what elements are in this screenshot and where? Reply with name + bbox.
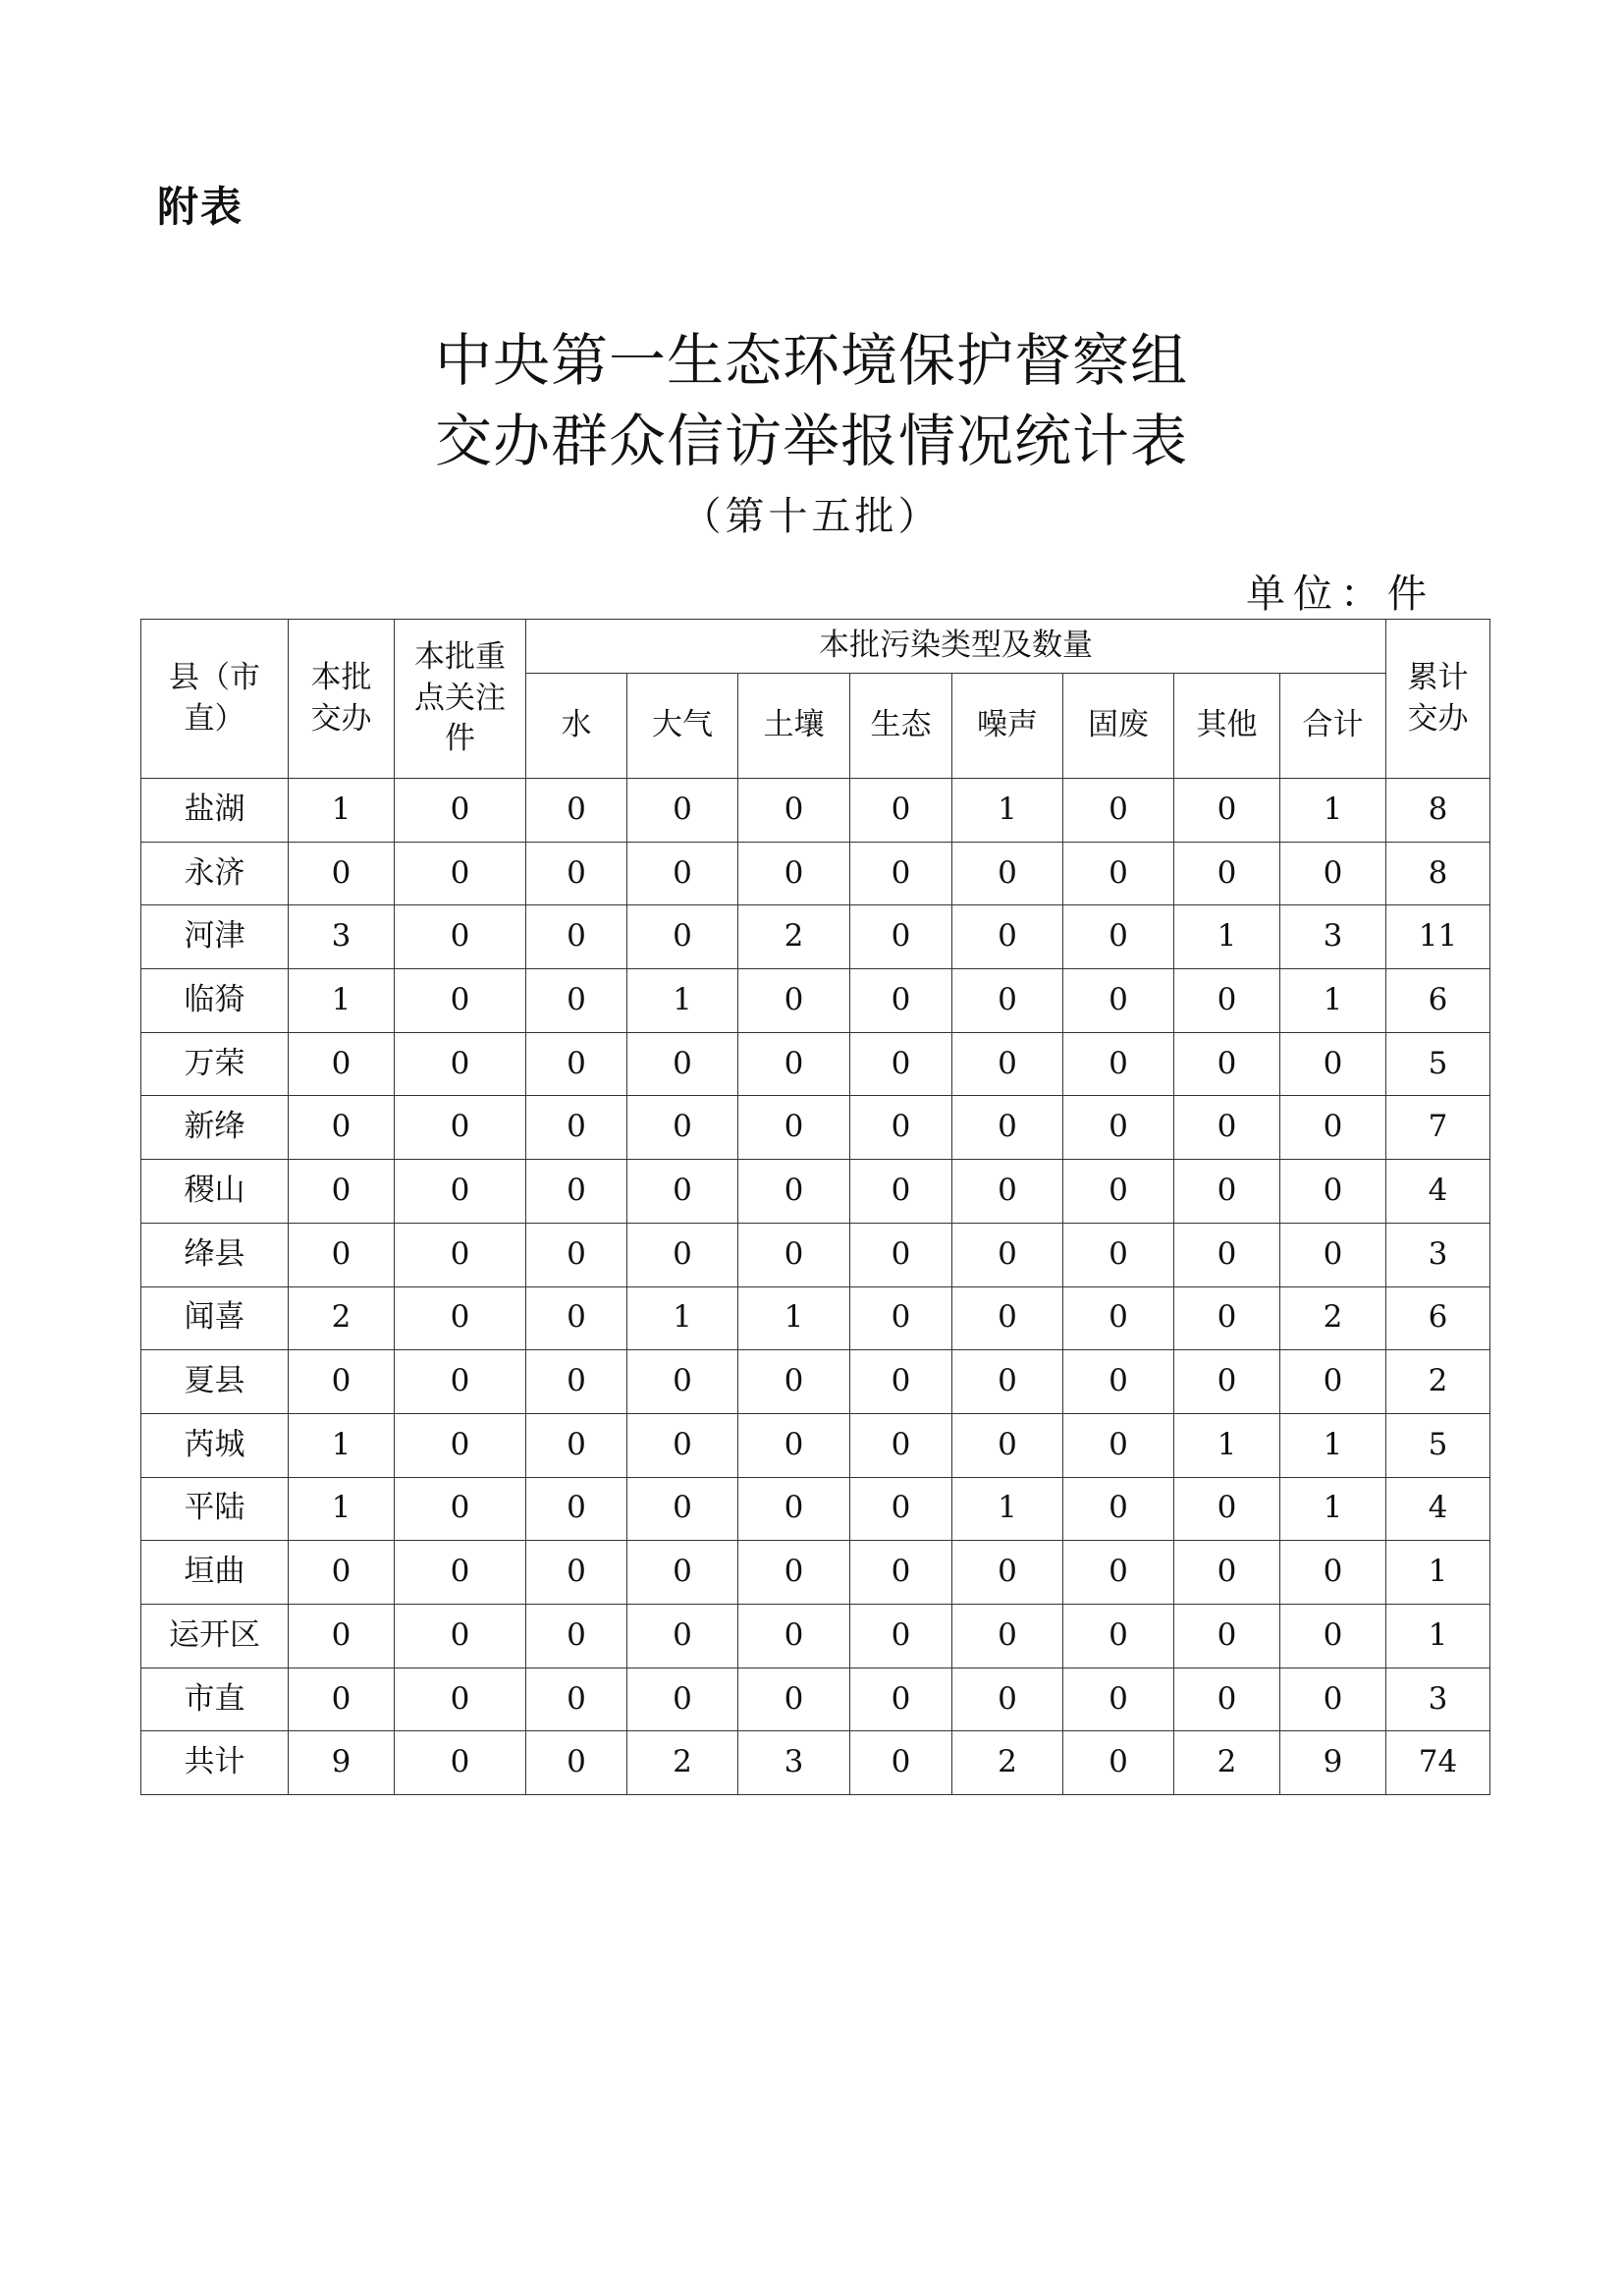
value-cell: 0	[952, 1223, 1063, 1286]
value-cell: 0	[627, 842, 738, 905]
value-cell: 0	[627, 1350, 738, 1414]
header-batch-assigned	[289, 620, 395, 779]
value-cell: 0	[526, 1413, 627, 1477]
value-cell: 0	[952, 842, 1063, 905]
table-row	[141, 1604, 1490, 1667]
value-cell: 0	[738, 1350, 850, 1414]
value-cell: 0	[850, 1350, 952, 1414]
value-cell: 1	[1386, 1541, 1490, 1605]
value-cell: 0	[526, 969, 627, 1033]
table-row	[141, 1541, 1490, 1605]
value-cell: 0	[526, 1096, 627, 1160]
value-cell: 0	[289, 1223, 395, 1286]
header-county	[141, 620, 289, 779]
value-cell: 0	[738, 969, 850, 1033]
value-cell: 0	[1063, 969, 1174, 1033]
value-cell: 1	[1280, 779, 1386, 843]
county-name-cell: 临猗	[141, 969, 289, 1033]
value-cell: 0	[1174, 779, 1280, 843]
table-row	[141, 1477, 1490, 1541]
value-cell: 0	[627, 1541, 738, 1605]
value-cell: 0	[526, 1223, 627, 1286]
value-cell: 0	[1280, 842, 1386, 905]
table-row	[141, 1350, 1490, 1414]
table-row	[141, 842, 1490, 905]
value-cell: 8	[1386, 779, 1490, 843]
value-cell: 0	[1174, 1223, 1280, 1286]
value-cell: 0	[1063, 1413, 1174, 1477]
value-cell: 0	[395, 1667, 526, 1731]
table-row	[141, 779, 1490, 843]
value-cell: 0	[1174, 969, 1280, 1033]
value-cell: 0	[850, 905, 952, 969]
value-cell: 2	[1174, 1731, 1280, 1795]
value-cell: 0	[289, 1096, 395, 1160]
value-cell: 0	[289, 842, 395, 905]
county-name-cell: 闻喜	[141, 1286, 289, 1350]
header-type-noise: 噪声	[952, 674, 1063, 779]
value-cell: 0	[952, 1350, 1063, 1414]
value-cell: 0	[395, 1096, 526, 1160]
value-cell: 8	[1386, 842, 1490, 905]
header-batch-assigned-label: 本批交办	[310, 659, 372, 737]
value-cell: 0	[395, 1350, 526, 1414]
value-cell: 0	[395, 1604, 526, 1667]
value-cell: 0	[850, 969, 952, 1033]
header-county-label: 县（市直）	[168, 659, 260, 737]
value-cell: 0	[526, 1541, 627, 1605]
value-cell: 0	[1063, 1541, 1174, 1605]
value-cell: 1	[1174, 905, 1280, 969]
value-cell: 1	[1386, 1604, 1490, 1667]
table-row	[141, 1032, 1490, 1096]
value-cell: 0	[850, 1541, 952, 1605]
table-row	[141, 1667, 1490, 1731]
value-cell: 0	[627, 1160, 738, 1224]
table-row	[141, 1413, 1490, 1477]
header-cumulative	[1386, 620, 1490, 779]
county-name-cell: 新绛	[141, 1096, 289, 1160]
value-cell: 0	[952, 905, 1063, 969]
value-cell: 0	[526, 842, 627, 905]
value-cell: 0	[1174, 1667, 1280, 1731]
value-cell: 0	[627, 779, 738, 843]
page-title-line2: 交办群众信访举报情况统计表	[434, 408, 1188, 474]
value-cell: 0	[1063, 1604, 1174, 1667]
value-cell: 0	[1174, 1286, 1280, 1350]
value-cell: 0	[1280, 1604, 1386, 1667]
value-cell: 0	[289, 1160, 395, 1224]
header-pollution-group: 本批污染类型及数量	[526, 620, 1386, 674]
value-cell: 0	[738, 1032, 850, 1096]
value-cell: 0	[627, 905, 738, 969]
value-cell: 0	[738, 1477, 850, 1541]
value-cell: 0	[1174, 1541, 1280, 1605]
header-key-focus	[395, 620, 526, 779]
value-cell: 0	[1063, 1160, 1174, 1224]
value-cell: 0	[627, 1413, 738, 1477]
value-cell: 0	[526, 905, 627, 969]
unit-label: 单位：件	[1246, 572, 1434, 617]
county-name-cell: 垣曲	[141, 1541, 289, 1605]
value-cell: 0	[627, 1032, 738, 1096]
header-type-air: 大气	[627, 674, 738, 779]
value-cell: 1	[289, 779, 395, 843]
value-cell: 0	[395, 969, 526, 1033]
value-cell: 0	[738, 1413, 850, 1477]
county-name-cell: 万荣	[141, 1032, 289, 1096]
value-cell: 0	[1174, 1604, 1280, 1667]
value-cell: 0	[395, 1541, 526, 1605]
value-cell: 0	[395, 1731, 526, 1795]
header-type-solid-waste: 固废	[1063, 674, 1174, 779]
value-cell: 1	[289, 1477, 395, 1541]
value-cell: 0	[952, 1604, 1063, 1667]
value-cell: 0	[627, 1667, 738, 1731]
value-cell: 0	[952, 1160, 1063, 1224]
table-row	[141, 1160, 1490, 1224]
value-cell: 0	[952, 1286, 1063, 1350]
value-cell: 0	[395, 779, 526, 843]
value-cell: 1	[289, 1413, 395, 1477]
batch-subtitle: （第十五批）	[681, 494, 942, 539]
value-cell: 0	[395, 1032, 526, 1096]
statistics-table	[140, 619, 1490, 1795]
value-cell: 1	[952, 779, 1063, 843]
value-cell: 0	[738, 779, 850, 843]
value-cell: 0	[952, 1541, 1063, 1605]
value-cell: 0	[738, 1541, 850, 1605]
county-name-cell: 运开区	[141, 1604, 289, 1667]
value-cell: 0	[1174, 1032, 1280, 1096]
value-cell: 5	[1386, 1032, 1490, 1096]
value-cell: 2	[952, 1731, 1063, 1795]
value-cell: 74	[1386, 1731, 1490, 1795]
county-name-cell: 芮城	[141, 1413, 289, 1477]
value-cell: 1	[289, 969, 395, 1033]
header-cumulative-label: 累计交办	[1407, 659, 1469, 737]
value-cell: 0	[395, 905, 526, 969]
value-cell: 1	[1280, 969, 1386, 1033]
value-cell: 0	[952, 1667, 1063, 1731]
value-cell: 0	[395, 1413, 526, 1477]
county-name-cell: 夏县	[141, 1350, 289, 1414]
header-type-soil: 土壤	[738, 674, 850, 779]
value-cell: 0	[627, 1096, 738, 1160]
county-name-cell: 河津	[141, 905, 289, 969]
value-cell: 11	[1386, 905, 1490, 969]
value-cell: 1	[1174, 1413, 1280, 1477]
value-cell: 0	[850, 1667, 952, 1731]
header-type-ecology: 生态	[850, 674, 952, 779]
county-name-cell: 共计	[141, 1731, 289, 1795]
table-row	[141, 969, 1490, 1033]
value-cell: 4	[1386, 1160, 1490, 1224]
value-cell: 0	[289, 1667, 395, 1731]
value-cell: 0	[526, 1160, 627, 1224]
value-cell: 1	[627, 969, 738, 1033]
value-cell: 9	[289, 1731, 395, 1795]
value-cell: 0	[850, 1413, 952, 1477]
value-cell: 3	[289, 905, 395, 969]
value-cell: 0	[627, 1477, 738, 1541]
value-cell: 0	[850, 842, 952, 905]
value-cell: 0	[1063, 1477, 1174, 1541]
value-cell: 0	[289, 1604, 395, 1667]
value-cell: 3	[1280, 905, 1386, 969]
table-row	[141, 1731, 1490, 1795]
value-cell: 0	[1280, 1350, 1386, 1414]
value-cell: 0	[526, 1350, 627, 1414]
value-cell: 0	[850, 1286, 952, 1350]
value-cell: 6	[1386, 969, 1490, 1033]
value-cell: 1	[627, 1286, 738, 1350]
value-cell: 1	[1280, 1413, 1386, 1477]
value-cell: 0	[526, 1032, 627, 1096]
value-cell: 3	[1386, 1223, 1490, 1286]
value-cell: 0	[395, 1477, 526, 1541]
value-cell: 0	[850, 1477, 952, 1541]
value-cell: 0	[1174, 842, 1280, 905]
value-cell: 7	[1386, 1096, 1490, 1160]
value-cell: 9	[1280, 1731, 1386, 1795]
value-cell: 0	[395, 1160, 526, 1224]
county-name-cell: 稷山	[141, 1160, 289, 1224]
county-name-cell: 盐湖	[141, 779, 289, 843]
county-name-cell: 市直	[141, 1667, 289, 1731]
value-cell: 0	[1063, 905, 1174, 969]
value-cell: 3	[1386, 1667, 1490, 1731]
value-cell: 1	[1280, 1477, 1386, 1541]
value-cell: 0	[1063, 1223, 1174, 1286]
value-cell: 0	[1063, 842, 1174, 905]
value-cell: 2	[738, 905, 850, 969]
value-cell: 0	[289, 1350, 395, 1414]
value-cell: 0	[738, 842, 850, 905]
value-cell: 0	[738, 1604, 850, 1667]
value-cell: 0	[1174, 1096, 1280, 1160]
value-cell: 0	[526, 1604, 627, 1667]
value-cell: 0	[289, 1032, 395, 1096]
value-cell: 0	[850, 1032, 952, 1096]
value-cell: 2	[289, 1286, 395, 1350]
value-cell: 0	[395, 1286, 526, 1350]
value-cell: 0	[526, 1731, 627, 1795]
value-cell: 1	[952, 1477, 1063, 1541]
value-cell: 6	[1386, 1286, 1490, 1350]
value-cell: 0	[850, 1223, 952, 1286]
value-cell: 0	[850, 1731, 952, 1795]
value-cell: 0	[850, 1096, 952, 1160]
value-cell: 0	[1280, 1223, 1386, 1286]
value-cell: 4	[1386, 1477, 1490, 1541]
table-row	[141, 1096, 1490, 1160]
value-cell: 0	[738, 1096, 850, 1160]
value-cell: 0	[1280, 1096, 1386, 1160]
value-cell: 0	[627, 1223, 738, 1286]
value-cell: 0	[1174, 1477, 1280, 1541]
value-cell: 0	[1063, 1350, 1174, 1414]
value-cell: 0	[1280, 1541, 1386, 1605]
value-cell: 0	[526, 1477, 627, 1541]
value-cell: 0	[1280, 1667, 1386, 1731]
value-cell: 0	[1174, 1160, 1280, 1224]
table-row	[141, 1286, 1490, 1350]
value-cell: 0	[526, 779, 627, 843]
value-cell: 0	[289, 1541, 395, 1605]
header-type-subtotal: 合计	[1280, 674, 1386, 779]
value-cell: 0	[1174, 1350, 1280, 1414]
value-cell: 0	[1063, 1096, 1174, 1160]
value-cell: 0	[738, 1667, 850, 1731]
value-cell: 0	[526, 1286, 627, 1350]
value-cell: 0	[627, 1604, 738, 1667]
value-cell: 0	[738, 1160, 850, 1224]
value-cell: 0	[1280, 1032, 1386, 1096]
value-cell: 0	[1063, 1667, 1174, 1731]
county-name-cell: 平陆	[141, 1477, 289, 1541]
county-name-cell: 绛县	[141, 1223, 289, 1286]
value-cell: 0	[395, 1223, 526, 1286]
value-cell: 0	[526, 1667, 627, 1731]
value-cell: 5	[1386, 1413, 1490, 1477]
value-cell: 0	[850, 779, 952, 843]
value-cell: 0	[1063, 779, 1174, 843]
value-cell: 0	[1280, 1160, 1386, 1224]
value-cell: 1	[738, 1286, 850, 1350]
header-type-other: 其他	[1174, 674, 1280, 779]
value-cell: 0	[952, 1096, 1063, 1160]
header-key-focus-label: 本批重点关注件	[414, 638, 506, 757]
value-cell: 0	[395, 842, 526, 905]
table-row	[141, 905, 1490, 969]
value-cell: 0	[952, 1032, 1063, 1096]
attachment-label: 附表	[157, 183, 244, 231]
value-cell: 0	[1063, 1731, 1174, 1795]
value-cell: 2	[1386, 1350, 1490, 1414]
table-row	[141, 1223, 1490, 1286]
value-cell: 0	[738, 1223, 850, 1286]
value-cell: 0	[850, 1604, 952, 1667]
value-cell: 0	[952, 969, 1063, 1033]
header-type-water: 水	[526, 674, 627, 779]
value-cell: 3	[738, 1731, 850, 1795]
value-cell: 2	[1280, 1286, 1386, 1350]
value-cell: 2	[627, 1731, 738, 1795]
page-title-line1: 中央第一生态环境保护督察组	[434, 327, 1188, 394]
value-cell: 0	[952, 1413, 1063, 1477]
value-cell: 0	[1063, 1032, 1174, 1096]
county-name-cell: 永济	[141, 842, 289, 905]
value-cell: 0	[1063, 1286, 1174, 1350]
value-cell: 0	[850, 1160, 952, 1224]
